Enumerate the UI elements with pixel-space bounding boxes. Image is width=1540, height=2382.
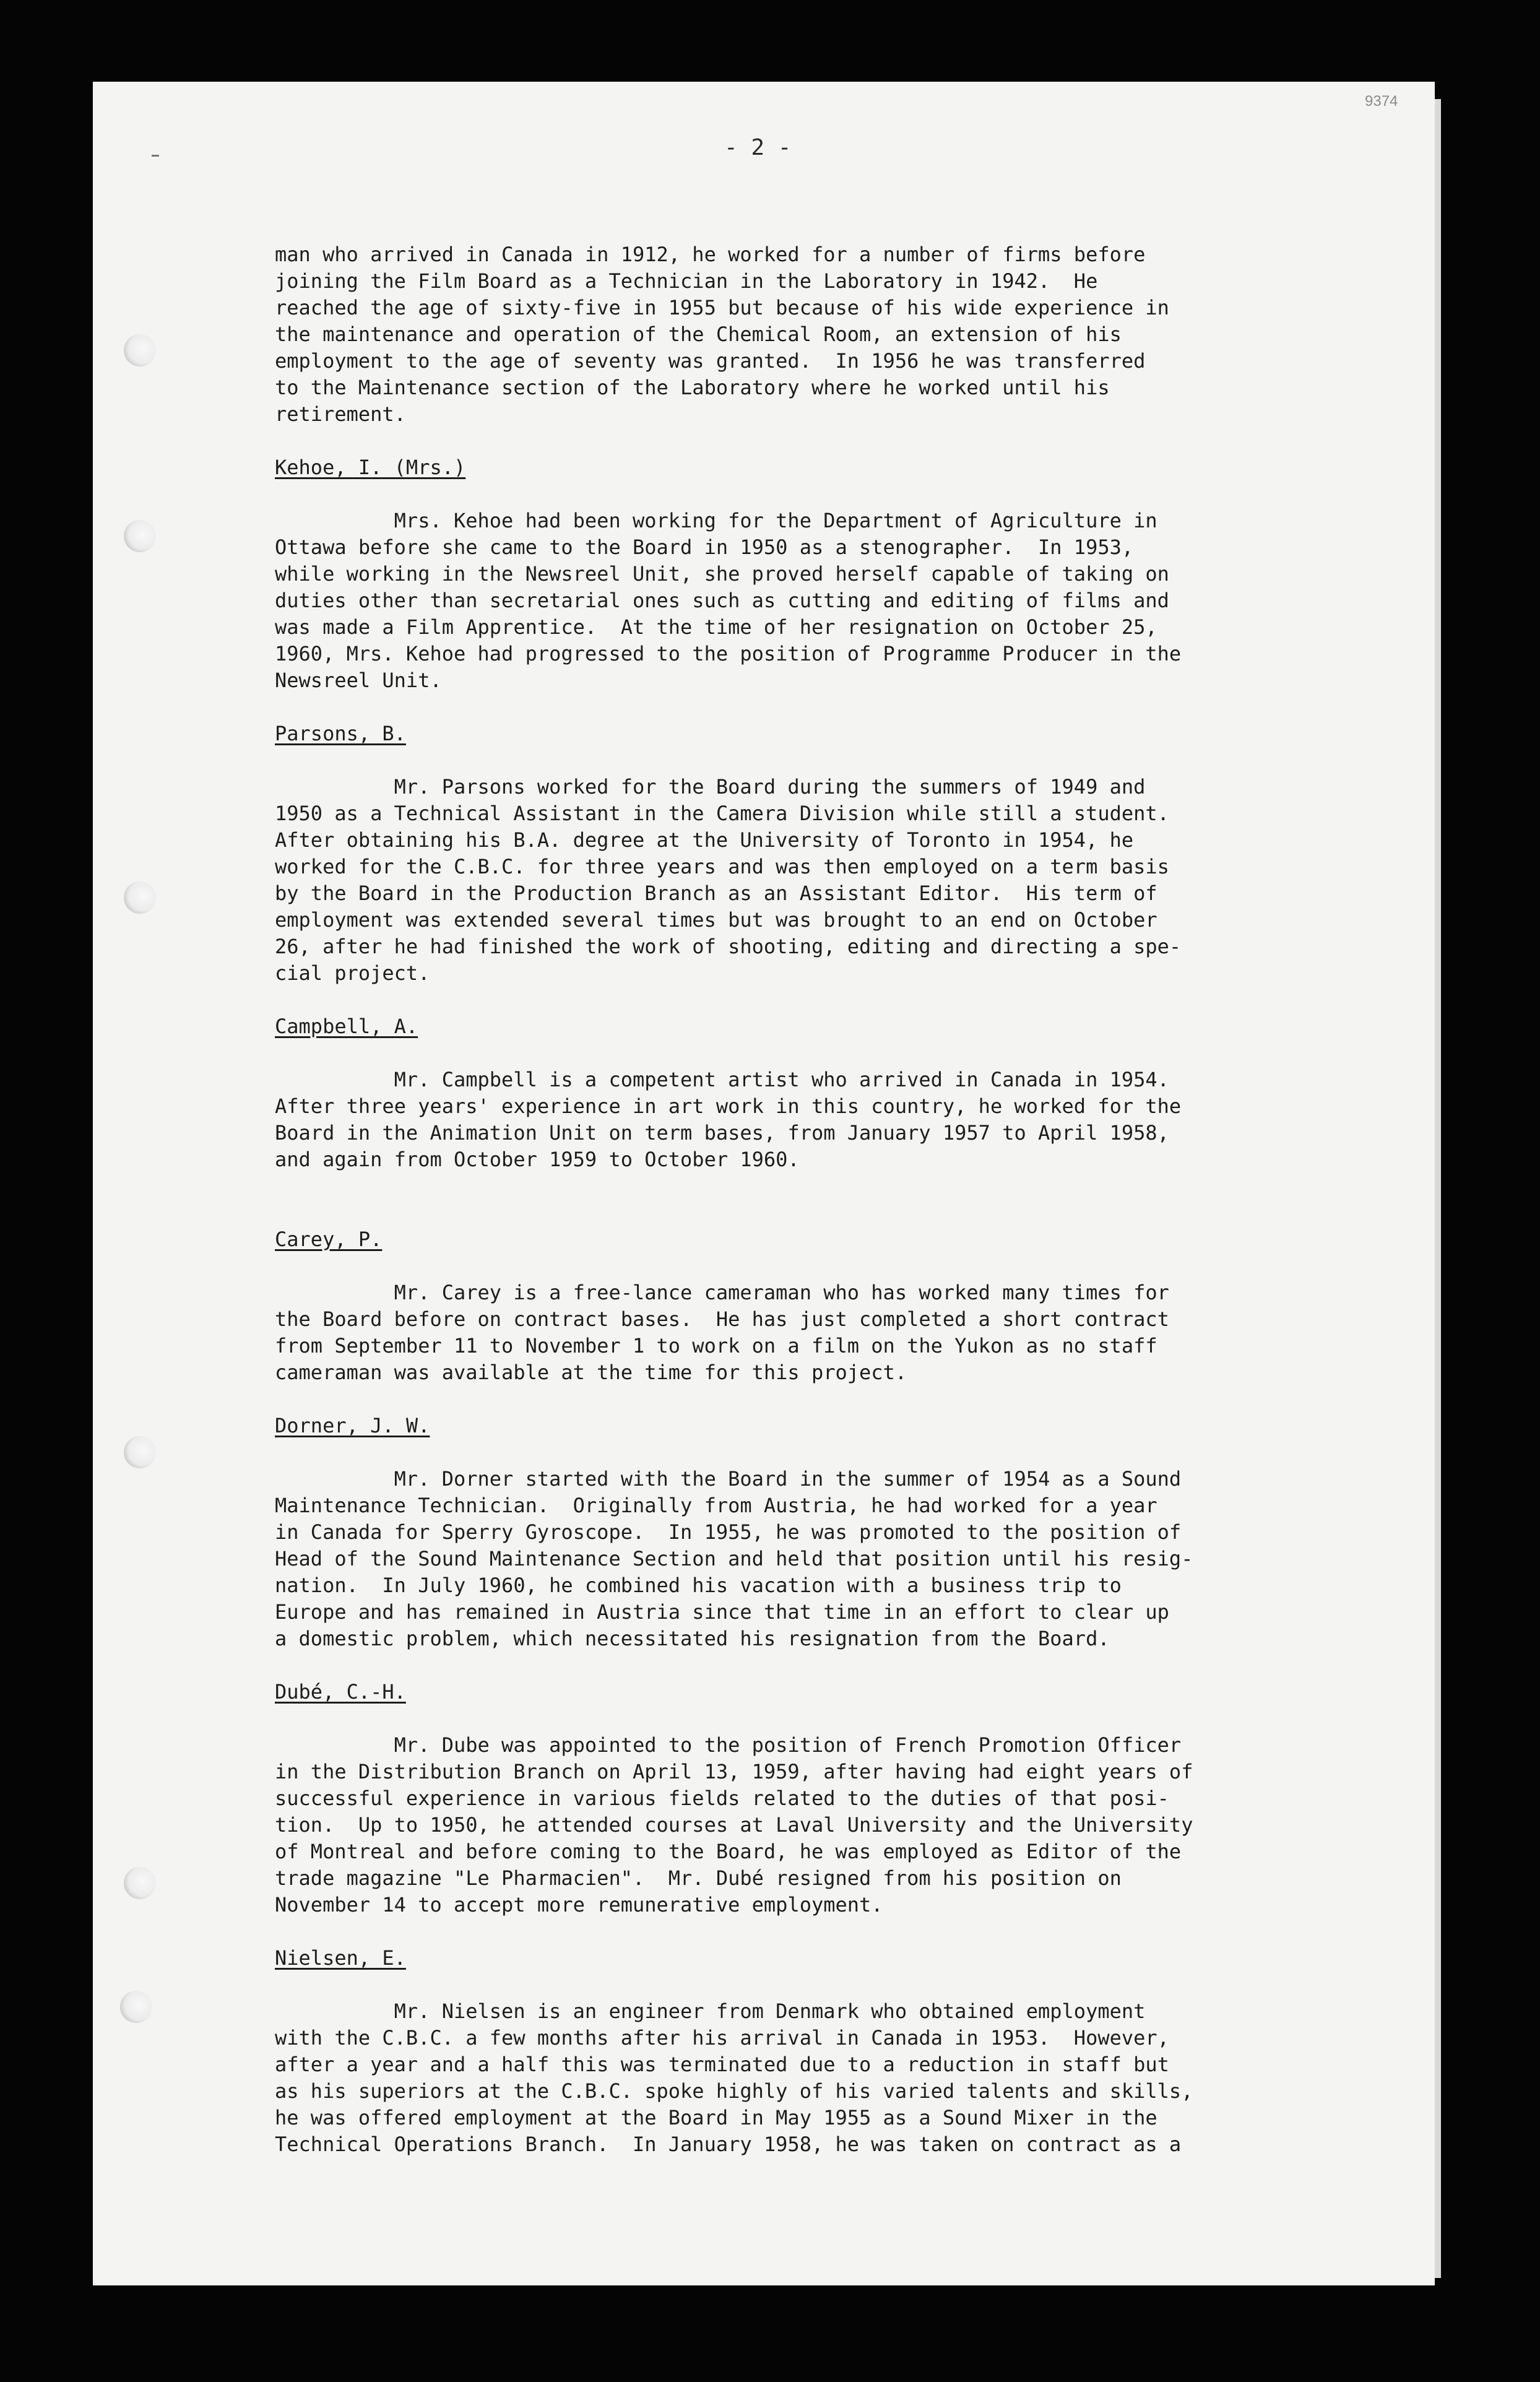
text-line: the Board before on contract bases. He has just completed a short contract — [275, 1307, 1169, 1331]
text-line: cial project. — [275, 961, 430, 985]
text-line: man who arrived in Canada in 1912, he worked for a number of firms before — [275, 243, 1146, 266]
reference-number: 9374 — [1365, 93, 1398, 110]
text-line: joining the Film Board as a Technician in the Laboratory in 1942. He — [275, 269, 1098, 293]
text-line: Ottawa before she came to the Board in 1950 as a stenographer. In 1953, — [275, 535, 1134, 559]
section-heading-nielsen: Nielsen, E. — [275, 1946, 406, 1970]
text-line: from September 11 to November 1 to work on a film on the Yukon as no staff — [275, 1334, 1157, 1358]
text-line: Mr. Parsons worked for the Board during the summers of 1949 and — [275, 775, 1146, 799]
text-line: After three years' experience in art work in this country, he worked for the — [275, 1094, 1182, 1118]
text-line: November 14 to accept more remunerative employment. — [275, 1893, 883, 1916]
page-edge — [1435, 99, 1441, 2278]
section-heading-carey: Carey, P. — [275, 1228, 383, 1251]
text-line: trade magazine "Le Pharmacien". Mr. Dubé resigned from his position on — [275, 1866, 1122, 1890]
body-text — [275, 241, 1290, 2158]
text-line: Mr. Campbell is a competent artist who arrived in Canada in 1954. — [275, 1068, 1169, 1091]
text-line: Newsreel Unit. — [275, 669, 442, 692]
text-line: of Montreal and before coming to the Board, he was employed as Editor of the — [275, 1840, 1182, 1863]
text-line: Mr. Nielsen is an engineer from Denmark who obtained employment — [275, 1999, 1146, 2023]
text-line: Mr. Dube was appointed to the position of French Promotion Officer — [275, 1733, 1182, 1757]
text-line: employment to the age of seventy was granted. In 1956 he was transferred — [275, 349, 1146, 373]
text-line: Mrs. Kehoe had been working for the Department of Agriculture in — [275, 509, 1157, 532]
page-number: - 2 - — [724, 135, 792, 160]
text-line: Mr. Carey is a free-lance cameraman who has worked many times for — [275, 1281, 1169, 1304]
text-line: Head of the Sound Maintenance Section and held that position until his resig- — [275, 1547, 1193, 1570]
text-line: in the Distribution Branch on April 13, 1959, after having had eight years of — [275, 1760, 1193, 1783]
text-line: retirement. — [275, 402, 406, 426]
punch-hole — [124, 520, 156, 552]
punch-hole — [124, 881, 156, 914]
section-paragraph-nielsen — [275, 1998, 1290, 2158]
text-line: as his superiors at the C.B.C. spoke highly of his varied talents and skills, — [275, 2079, 1193, 2103]
section-paragraph-parsons — [275, 774, 1290, 987]
text-line: to the Maintenance section of the Laboratory where he worked until his — [275, 376, 1110, 399]
text-line: 26, after he had finished the work of shooting, editing and directing a spe- — [275, 935, 1182, 958]
text-line: successful experience in various fields related to the duties of that posi- — [275, 1787, 1169, 1810]
intro-paragraph — [275, 241, 1290, 428]
text-line: After obtaining his B.A. degree at the University of Toronto in 1954, he — [275, 828, 1134, 852]
text-line: and again from October 1959 to October 1960. — [275, 1148, 800, 1171]
section-heading-parsons: Parsons, B. — [275, 722, 406, 745]
section-heading-dube: Dubé, C.-H. — [275, 1680, 406, 1704]
punch-hole — [124, 1867, 156, 1899]
text-line: 1950 as a Technical Assistant in the Camera Division while still a student. — [275, 802, 1169, 825]
section-paragraph-kehoe — [275, 508, 1290, 694]
text-line: while working in the Newsreel Unit, she proved herself capable of taking on — [275, 562, 1169, 586]
text-line: Technical Operations Branch. In January 1958, he was taken on contract as a — [275, 2133, 1182, 2156]
text-line: 1960, Mrs. Kehoe had progressed to the position of Programme Producer in the — [275, 642, 1182, 665]
text-line: in Canada for Sperry Gyroscope. In 1955, he was promoted to the position of — [275, 1520, 1182, 1544]
text-line: by the Board in the Production Branch as an Assistant Editor. His term of — [275, 881, 1157, 905]
punch-hole — [120, 1991, 152, 2023]
section-heading-dorner: Dorner, J. W. — [275, 1414, 430, 1437]
text-line: tion. Up to 1950, he attended courses at Laval University and the University — [275, 1813, 1193, 1837]
section-heading-campbell: Campbell, A. — [275, 1015, 418, 1038]
section-paragraph-dorner — [275, 1466, 1290, 1652]
text-line: a domestic problem, which necessitated his resignation from the Board. — [275, 1627, 1110, 1650]
punch-hole — [124, 1436, 156, 1468]
text-line: reached the age of sixty-five in 1955 but because of his wide experience in — [275, 296, 1169, 319]
margin-mark — [152, 155, 159, 157]
text-line: employment was extended several times but was brought to an end on October — [275, 908, 1157, 932]
text-line: Europe and has remained in Austria since that time in an effort to clear up — [275, 1600, 1169, 1624]
text-line: duties other than secretarial ones such as cutting and editing of films and — [275, 589, 1169, 612]
text-line: after a year and a half this was terminated due to a reduction in staff but — [275, 2053, 1169, 2076]
text-line: nation. In July 1960, he combined his vacation with a business trip to — [275, 1574, 1122, 1597]
text-line: Board in the Animation Unit on term bases, from January 1957 to April 1958, — [275, 1121, 1169, 1145]
text-line: the maintenance and operation of the Chemical Room, an extension of his — [275, 323, 1122, 346]
text-line: Maintenance Technician. Originally from Austria, he had worked for a year — [275, 1494, 1157, 1517]
text-line: cameraman was available at the time for this project. — [275, 1361, 907, 1384]
section-paragraph-carey — [275, 1280, 1290, 1386]
section-paragraph-dube — [275, 1732, 1290, 1918]
punch-hole — [124, 334, 156, 366]
text-line: with the C.B.C. a few months after his arrival in Canada in 1953. However, — [275, 2026, 1169, 2050]
text-line: was made a Film Apprentice. At the time of her resignation on October 25, — [275, 615, 1157, 639]
text-line: he was offered employment at the Board in May 1955 as a Sound Mixer in the — [275, 2106, 1157, 2129]
section-paragraph-campbell — [275, 1067, 1290, 1173]
text-line: worked for the C.B.C. for three years and was then employed on a term basis — [275, 855, 1169, 878]
section-heading-kehoe: Kehoe, I. (Mrs.) — [275, 456, 466, 479]
text-line: Mr. Dorner started with the Board in the summer of 1954 as a Sound — [275, 1467, 1182, 1491]
